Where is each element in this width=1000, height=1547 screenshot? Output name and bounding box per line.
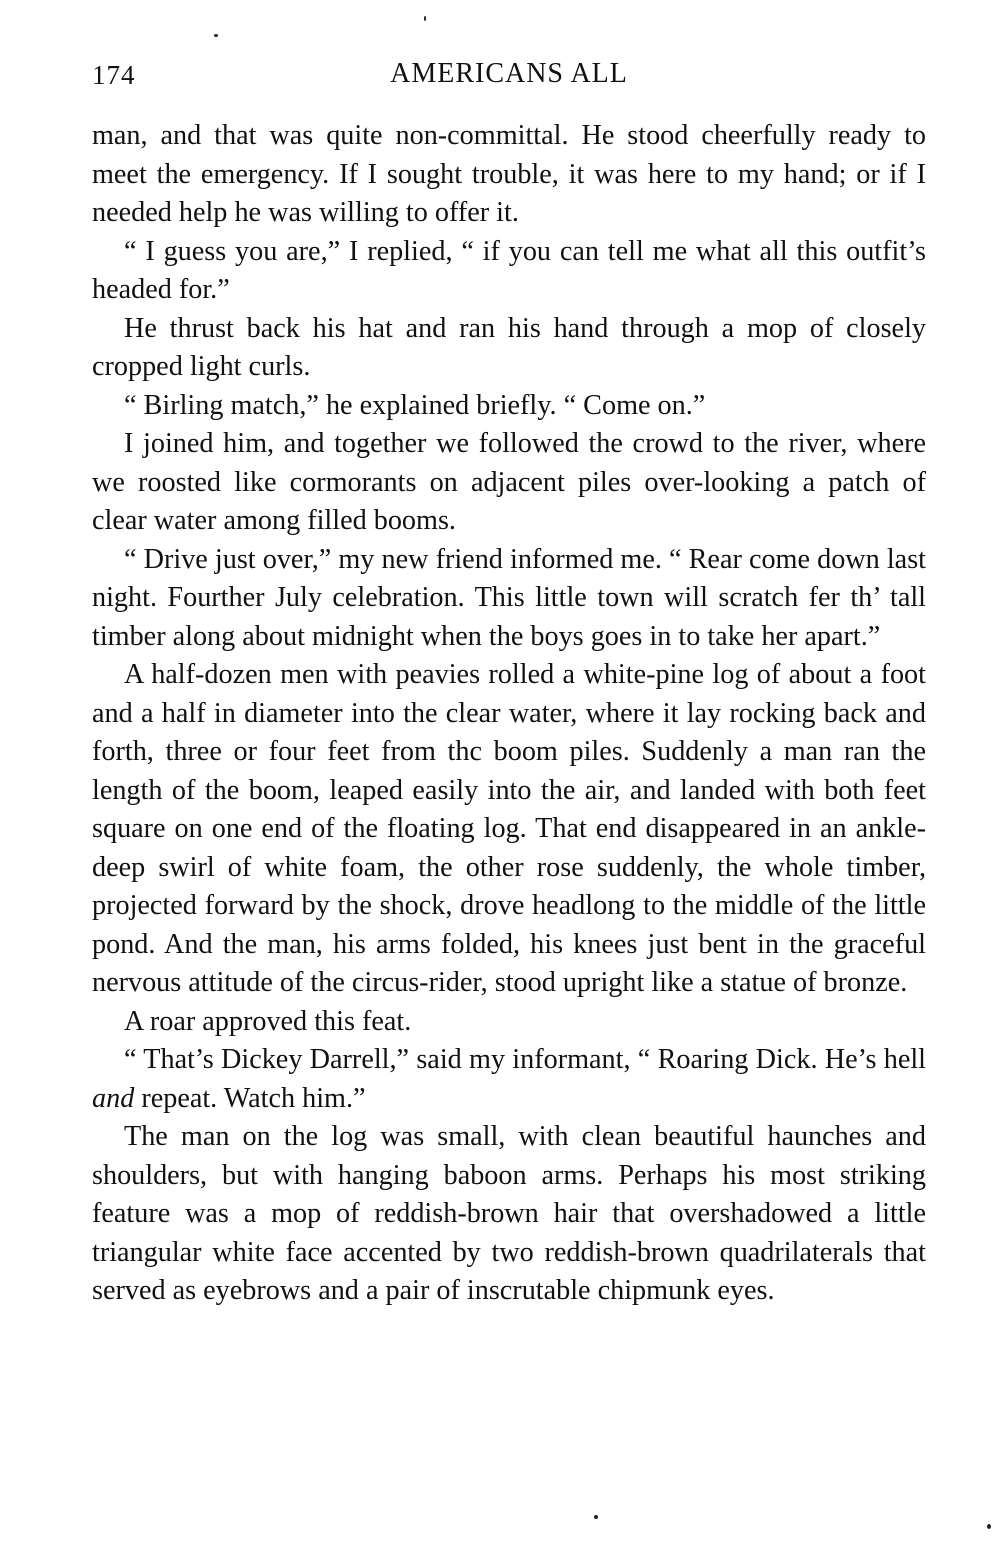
running-title: AMERICANS ALL bbox=[390, 58, 628, 89]
paragraph-text: repeat. Watch him.” bbox=[134, 1082, 366, 1114]
paragraph: “ Birling match,” he explained briefly. “ Come on.” bbox=[124, 389, 706, 421]
paragraph: “ I guess you are,” I replied, “ if you can tell me what all this outfit’s headed for.” bbox=[92, 235, 926, 305]
page-body bbox=[92, 117, 926, 1311]
print-speck bbox=[987, 1524, 991, 1529]
paragraph: A half-dozen men with peavies rolled a white-pine log of about a foot and a half in diameter into the clear water, where it lay rocking back and forth, three or four feet from thc boom piles. Suddenly a man ran the length of the boom, leaped easily into the air, and landed with both feet square on one end of the floating log. That end disappeared in an ankle-deep swirl of white foam, the other rose suddenly, the whole timber, projected forward by the shock, drove headlong to the middle of the little pond. And the man, his arms folded, his knees just bent in the graceful nervous attitude of the circus-rider, stood upright like a statue of bronze. bbox=[92, 659, 926, 998]
print-speck bbox=[424, 16, 426, 21]
emphasis-word: and bbox=[92, 1082, 135, 1114]
page-header bbox=[92, 58, 926, 98]
paragraph: man, and that was quite non-committal. He stood cheerfully ready to meet the emergency. If I sought trouble, it was here to my hand; or if I needed help he was willing to offer it. bbox=[92, 120, 926, 228]
page-number: 174 bbox=[92, 60, 136, 90]
paragraph: A roar approved this feat. bbox=[124, 1005, 412, 1037]
paragraph: I joined him, and together we followed the crowd to the river, where we roosted like cormorants on adjacent piles over-looking a patch of clear water among filled booms. bbox=[92, 428, 926, 536]
print-speck bbox=[594, 1515, 598, 1519]
paragraph: “ Drive just over,” my new friend informed me. “ Rear come down last night. Fourther July celebration. This little town will scratch fer th’ tall timber along about midnight when the boys goes in to take her apart.” bbox=[92, 543, 926, 652]
print-speck bbox=[214, 34, 218, 37]
paragraph: He thrust back his hat and ran his hand through a mop of closely cropped light curls. bbox=[92, 312, 926, 382]
paragraph: The man on the log was small, with clean beautiful haunches and shoulders, but with hanging baboon arms. Perhaps his most striking feature was a mop of reddish-brown hair that overshadowed a little triangular white face accented by two reddish-brown quadrilaterals that served as eyebrows and a pair of inscrutable chipmunk eyes. bbox=[92, 1121, 926, 1306]
paragraph bbox=[92, 1041, 926, 1118]
paragraph-text: “ That’s Dickey Darrell,” said my informant, “ Roaring Dick. He’s hell bbox=[124, 1044, 926, 1075]
